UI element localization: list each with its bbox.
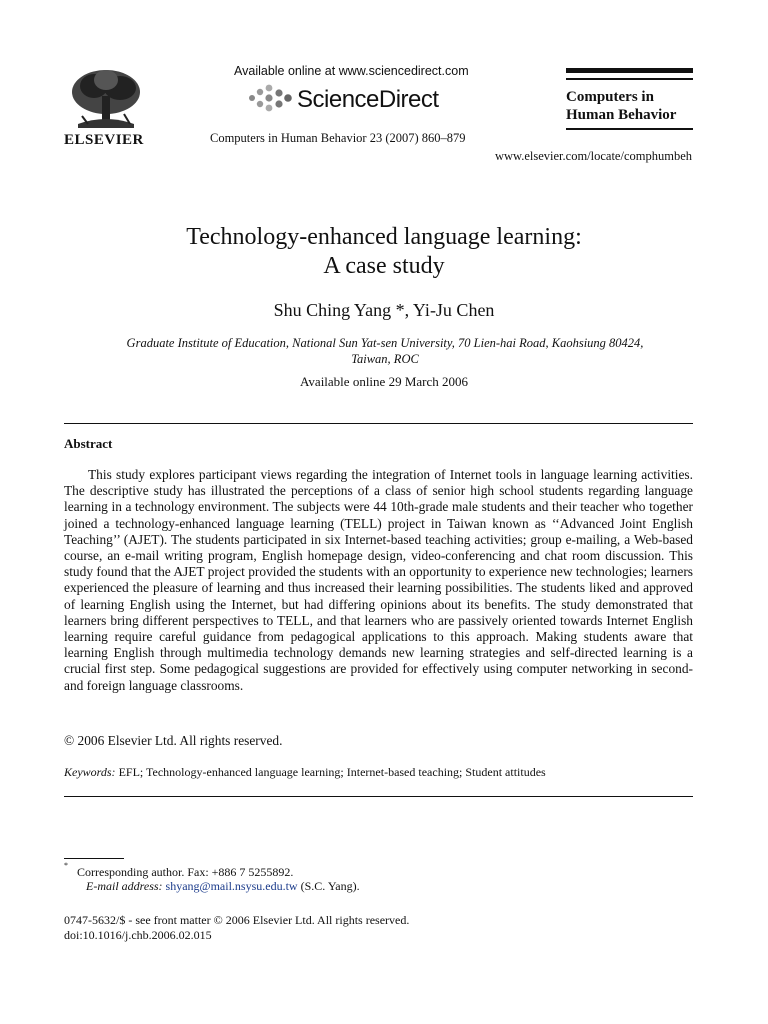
paper-authors: Shu Ching Yang *, Yi-Ju Chen	[273, 300, 495, 320]
corresponding-author-text: Corresponding author. Fax: +886 7 5255892.	[77, 865, 294, 879]
doi-link[interactable]: doi:10.1016/j.chb.2006.02.015	[64, 928, 212, 942]
affiliation-line1: Graduate Institute of Education, National Sun Yat-sen University, 70 Lien-hai Road, Kaohsiung 80424,	[126, 336, 644, 350]
abstract-text: This study explores participant views regarding the integration of Internet tools in language learning activities. The descriptive study has illustrated the perceptions of a class of senior high school students regarding language learning in a technology environment. The subjects were 44 10th-grade male students and their teacher who together joined a technology-enhanced language learning (TELL) project in Taiwan known as ‘‘Advanced Joint English Teaching’’ (AJET). The students participated in six Internet-based teaching activities; group e-mailing, a Web-based course, an e-mail writing program, English homepage design, video-conferencing and chat room discussion. This study found that the AJET project provided the students with an opportunity to experience new technologies; learners experienced the pleasure of learning and thus increased their learning possibilities. The students liked and approved of learning English using the Internet, but had differing opinions about its benefits. The study demonstrated that learners bring different perspectives to TELL, and that learners who are passively oriented towards Internet English learning require careful guidance from pedagogical applications to this approach. Making students aware that learning English through multimedia technology demands new learning strategies and self-directed learning is a crucial first step. Some pedagogical suggestions are provided for effectively using computer networking in second- and foreign language classrooms.	[64, 467, 693, 693]
journal-rule-mid	[566, 78, 693, 80]
email-label: E-mail address:	[86, 879, 163, 893]
footnote-marker: *	[64, 861, 68, 870]
publisher-name: ELSEVIER	[64, 132, 144, 148]
section-divider	[64, 796, 693, 797]
corresponding-author-note	[64, 861, 294, 880]
paper-title-line1: Technology-enhanced language learning:	[186, 224, 582, 250]
keywords-list: EFL; Technology-enhanced language learning; Internet-based teaching; Student attitudes	[118, 765, 546, 779]
keywords-line	[64, 765, 546, 780]
abstract-heading: Abstract	[64, 436, 113, 451]
front-matter-line: 0747-5632/$ - see front matter © 2006 Elsevier Ltd. All rights reserved.	[64, 913, 410, 927]
affiliation-line2: Taiwan, ROC	[351, 352, 419, 366]
author-affiliation	[90, 335, 680, 367]
email-link[interactable]: shyang@mail.nsysu.edu.tw	[165, 879, 298, 893]
abstract-copyright: © 2006 Elsevier Ltd. All rights reserved.	[64, 733, 283, 748]
email-suffix: (S.C. Yang).	[297, 879, 360, 893]
journal-title-line1: Computers in	[566, 89, 654, 105]
section-divider	[64, 423, 693, 424]
keywords-label: Keywords:	[64, 765, 116, 779]
sciencedirect-dots-icon	[246, 84, 292, 112]
journal-title	[566, 88, 676, 124]
journal-citation: Computers in Human Behavior 23 (2007) 860–879	[210, 131, 466, 145]
email-note	[86, 879, 360, 894]
paper-title	[0, 223, 768, 281]
footnote-rule	[64, 858, 124, 859]
sciencedirect-wordmark: ScienceDirect	[297, 86, 439, 113]
sciencedirect-availability: Available online at www.sciencedirect.com	[234, 64, 469, 78]
journal-rule-bottom	[566, 128, 693, 130]
paper-title-line2: A case study	[323, 253, 445, 279]
available-online-date: Available online 29 March 2006	[300, 374, 468, 389]
journal-url-link[interactable]: www.elsevier.com/locate/comphumbeh	[494, 149, 692, 163]
journal-title-line2: Human Behavior	[566, 107, 677, 123]
journal-rule-top	[566, 68, 693, 73]
